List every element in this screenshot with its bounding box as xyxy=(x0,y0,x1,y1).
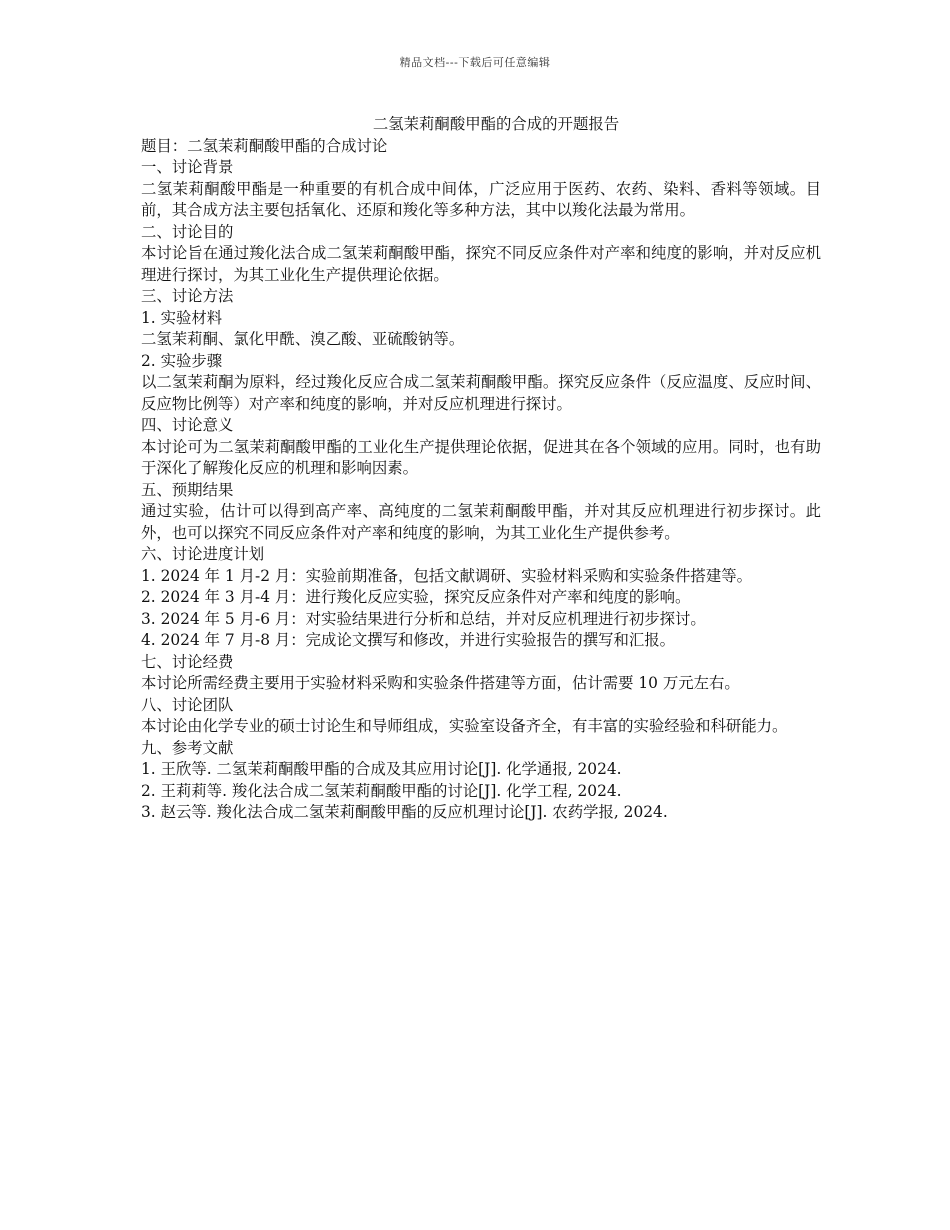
section-body-background: 二氢茉莉酮酸甲酯是一种重要的有机合成中间体，广泛应用于医药、农药、染料、香料等领域。目前，其合成方法主要包括氧化、还原和羧化等多种方法，其中以羧化法最为常用。 xyxy=(141,179,821,219)
schedule-item: 4. 2024 年 7 月-8 月：完成论文撰写和修改，并进行实验报告的撰写和汇报。 xyxy=(141,631,676,649)
section-body-team: 本讨论由化学专业的硕士讨论生和导师组成，实验室设备齐全，有丰富的实验经验和科研能力。 xyxy=(141,717,788,735)
section-heading-method: 三、讨论方法 xyxy=(141,287,234,305)
section-body-funding: 本讨论所需经费主要用于实验材料采购和实验条件搭建等方面，估计需要 10 万元左右。 xyxy=(141,674,740,692)
reference-item: 3. 赵云等. 羧化法合成二氢茉莉酮酸甲酯的反应机理讨论[J]. 农药学报, 2024. xyxy=(141,803,668,821)
section-heading-schedule: 六、讨论进度计划 xyxy=(141,545,265,563)
document-body xyxy=(141,114,821,824)
section-body-expected: 通过实验，估计可以得到高产率、高纯度的二氢茉莉酮酸甲酯，并对其反应机理进行初步探讨。此外，也可以探究不同反应条件对产率和纯度的影响，为其工业化生产提供参考。 xyxy=(141,502,821,542)
schedule-item: 2. 2024 年 3 月-4 月：进行羧化反应实验，探究反应条件对产率和纯度的影响。 xyxy=(141,588,691,606)
schedule-item: 1. 2024 年 1 月-2 月：实验前期准备，包括文献调研、实验材料采购和实验条件搭建等。 xyxy=(141,566,752,585)
document-title: 二氢茉莉酮酸甲酯的合成的开题报告 xyxy=(372,115,620,133)
subheading-materials: 1. 实验材料 xyxy=(141,308,223,327)
section-heading-team: 八、讨论团队 xyxy=(141,695,234,714)
section-heading-funding: 七、讨论经费 xyxy=(141,652,234,671)
header-note: 精品文档---下载后可任意编辑 xyxy=(399,56,551,69)
topic-line: 题目：二氢茉莉酮酸甲酯的合成讨论 xyxy=(141,136,388,155)
section-body-significance: 本讨论可为二氢茉莉酮酸甲酯的工业化生产提供理论依据，促进其在各个领域的应用。同时，也有助于深化了解羧化反应的机理和影响因素。 xyxy=(141,437,821,477)
section-heading-background: 一、讨论背景 xyxy=(141,158,234,176)
section-heading-expected: 五、预期结果 xyxy=(141,480,234,499)
section-heading-purpose: 二、讨论目的 xyxy=(141,222,234,241)
schedule-item: 3. 2024 年 5 月-6 月：对实验结果进行分析和总结，并对反应机理进行初步探讨。 xyxy=(141,609,706,628)
materials-body: 二氢茉莉酮、氯化甲酰、溴乙酸、亚硫酸钠等。 xyxy=(141,330,465,348)
reference-item: 2. 王莉莉等. 羧化法合成二氢茉莉酮酸甲酯的讨论[J]. 化学工程, 2024. xyxy=(141,781,622,800)
steps-body: 以二氢茉莉酮为原料，经过羧化反应合成二氢茉莉酮酸甲酯。探究反应条件（反应温度、反应时间、反应物比例等）对产率和纯度的影响，并对反应机理进行探讨。 xyxy=(141,373,821,413)
subheading-steps: 2. 实验步骤 xyxy=(141,351,223,370)
section-body-purpose: 本讨论旨在通过羧化法合成二氢茉莉酮酸甲酯，探究不同反应条件对产率和纯度的影响，并对反应机理进行探讨，为其工业化生产提供理论依据。 xyxy=(141,244,821,284)
section-heading-references: 九、参考文献 xyxy=(141,738,234,757)
section-heading-significance: 四、讨论意义 xyxy=(141,416,234,434)
reference-item: 1. 王欣等. 二氢茉莉酮酸甲酯的合成及其应用讨论[J]. 化学通报, 2024. xyxy=(141,760,622,778)
